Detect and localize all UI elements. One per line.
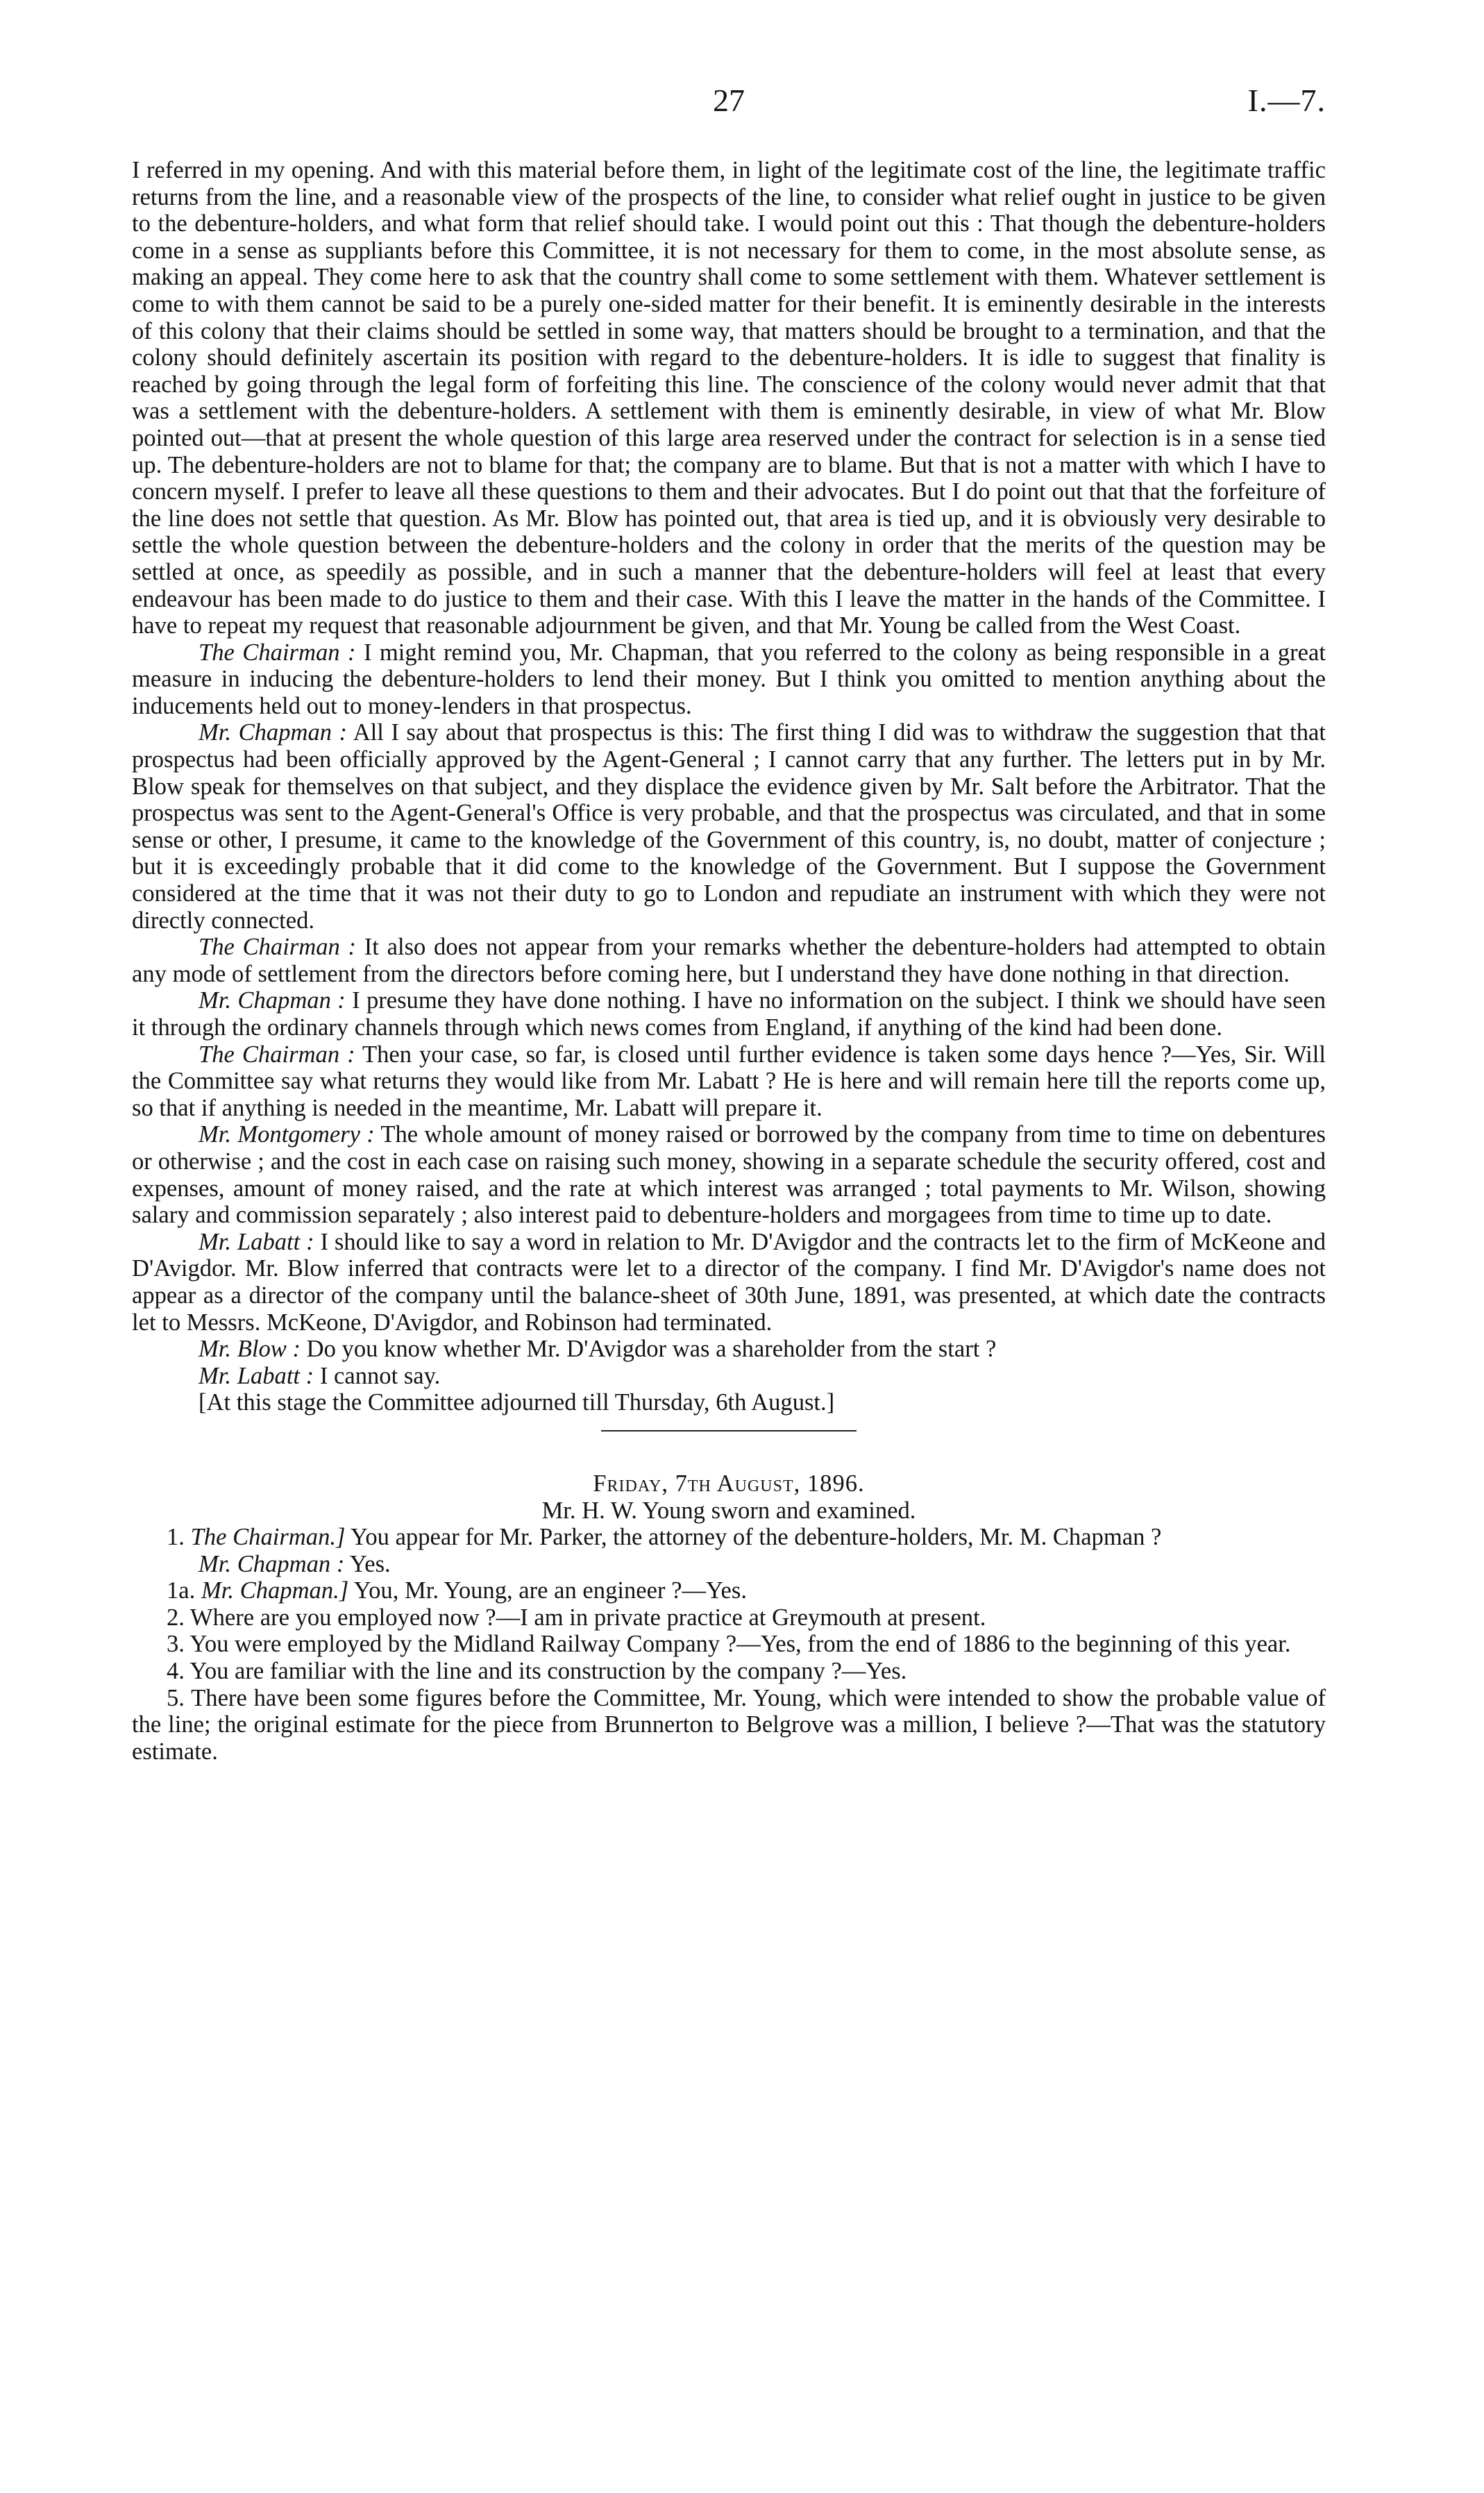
question-item: 1. The Chairman.] You appear for Mr. Parker, the attorney of the debenture-holders, Mr. M. Chapman ? — [167, 1524, 1162, 1551]
page-number: 27 — [713, 83, 745, 118]
page-header — [132, 82, 1326, 137]
speaker-name: The Chairman : — [199, 639, 356, 666]
section-divider — [601, 1430, 857, 1432]
question-item: Mr. Chapman : Yes. — [199, 1550, 391, 1577]
question-item: 3. You were employed by the Midland Railway Company ?—Yes, from the end of 1886 to the beginning of this year. — [167, 1631, 1291, 1658]
paragraph: Mr. Montgomery : The whole amount of money raised or borrowed by the company from time to time on debentures or otherwise ; and the cost in each case on raising such money, showing in a separate schedule the security offered, cost and expenses, amount of money raised, and the rate at which interest was arranged ; total payments to Mr. Wilson, showing salary and commission separately ; also interest paid to debenture-holders and morgagees from time to time up to date. — [132, 1121, 1326, 1229]
question-item: 2. Where are you employed now ?—I am in private practice at Greymouth at present. — [167, 1604, 986, 1631]
speaker-name: Mr. Chapman : — [199, 987, 346, 1014]
document-body — [132, 157, 1326, 1765]
speaker-name: Mr. Chapman : — [199, 719, 348, 746]
paragraph: The Chairman : It also does not appear from your remarks whether the debenture-holders had attempted to obtain any mode of settlement from the directors before coming here, but I understand they have done nothing in that direction. — [132, 934, 1326, 987]
question-item: 4. You are familiar with the line and its construction by the company ?—Yes. — [167, 1658, 907, 1685]
speaker-name: Mr. Labatt : — [199, 1228, 314, 1255]
paragraph: The Chairman : Then your case, so far, is closed until further evidence is taken some days hence ?—Yes, Sir. Will the Committee say what returns they would like from Mr. Labatt ? He is here and will remain here till the reports come up, so that if anything is needed in the meantime, Mr. Labatt will prepare it. — [132, 1041, 1326, 1121]
speaker-name: Mr. Chapman.] — [201, 1577, 349, 1604]
paragraph: The Chairman : I might remind you, Mr. Chapman, that you referred to the colony as being responsible in a great measure in inducing the debenture-holders to lend their money. But I think you omitted to mention anything about the inducements held out to money-lenders in that prospectus. — [132, 639, 1326, 719]
speaker-name: Mr. Montgomery : — [199, 1121, 375, 1148]
speaker-name: Mr. Chapman : — [199, 1550, 345, 1577]
session-date: Friday, 7th August, 1896. — [593, 1470, 865, 1497]
paragraph: Mr. Labatt : I cannot say. — [199, 1362, 441, 1389]
adjournment-note: [At this stage the Committee adjourned till Thursday, 6th August.] — [199, 1389, 835, 1416]
paragraph: Mr. Chapman : I presume they have done nothing. I have no information on the subject. I think we should have seen it through the ordinary channels through which news comes from England, if anything of the kind had been done. — [132, 987, 1326, 1041]
speaker-name: The Chairman.] — [190, 1524, 346, 1551]
paragraph: Mr. Labatt : I should like to say a word in relation to Mr. D'Avigdor and the contracts let to the firm of McKeone and D'Avigdor. Mr. Blow inferred that contracts were let to a director of the company. I find Mr. D'Avigdor's name does not appear as a director of the company until the balance-sheet of 30th June, 1891, was presented, at which date the contracts let to Messrs. McKeone, D'Avigdor, and Robinson had terminated. — [132, 1228, 1326, 1336]
paragraph: I referred in my opening. And with this material before them, in light of the legitimate cost of the line, the legitimate traffic returns from the line, and a reasonable view of the prospects of the line, to consider what relief ought in justice to be given to the debenture-holders, and what form that relief should take. I would point out this : That though the debenture-holders come in a sense as suppliants before this Committee, it is not necessary for them to come, in the most absolute sense, as making an appeal. They come here to ask that the country shall come to some settlement with them. Whatever settlement is come to with them cannot be said to be a purely one-sided matter for their benefit. It is eminently desirable in the interests of this colony that their claims should be settled in some way, that matters should be brought to a termination, and that the colony should definitely ascertain its position with regard to the debenture-holders. It is idle to suggest that finality is reached by going through the legal form of forfeiting this line. The conscience of the colony would never admit that that was a settlement with the debenture-holders. A settlement with them is eminently desirable, in view of what Mr. Blow pointed out—that at present the whole question of this large area reserved under the contract for selection is in a sense tied up. The debenture-holders are not to blame for that; the company are to blame. But that is not a matter with which I have to concern myself. I prefer to leave all these questions to them and their advocates. But I do point out that that the forfeiture of the line does not settle that question. As Mr. Blow has pointed out, that area is tied up, and it is obviously very desirable to settle the whole question between the debenture-holders and the colony in order that the merits of the question may be settled at once, as speedily as possible, and in such a manner that the debenture-holders will feel at least that every endeavour has been made to do justice to them and their case. With this I leave the matter in the hands of the Committee. I have to repeat my request that reasonable adjournment be given, and that Mr. Young be called from the West Coast. — [132, 157, 1326, 639]
speaker-name: The Chairman : — [199, 1041, 355, 1068]
paragraph: Mr. Blow : Do you know whether Mr. D'Avigdor was a shareholder from the start ? — [199, 1336, 997, 1363]
paper-reference: I.—7. — [1247, 83, 1326, 118]
speaker-name: The Chairman : — [199, 934, 357, 961]
paragraph: Mr. Chapman : All I say about that prospectus is this: The first thing I did was to withdraw the suggestion that that prospectus had been officially approved by the Agent-General ; I cannot carry that any further. The letters put in by Mr. Blow speak for themselves on that subject, and they displace the evidence given by Mr. Salt before the Arbitrator. That the prospectus was sent to the Agent-General's Office is very probable, and that the prospectus was circulated, and that in some sense or other, I presume, it came to the knowledge of the Government of this country, is, no doubt, matter of conjecture ; but it is exceedingly probable that it did come to the knowledge of the Government. But I suppose the Government considered at the time that it was not their duty to go to London and repudiate an instrument with which they were not directly connected. — [132, 719, 1326, 934]
witness-heading: Mr. H. W. Young sworn and examined. — [541, 1497, 916, 1524]
question-item: 5. There have been some figures before the Committee, Mr. Young, which were intended to show the probable value of the line; the original estimate for the piece from Brunnerton to Belgrove was a million, I believe ?—That was the statutory estimate. — [132, 1684, 1326, 1765]
speaker-name: Mr. Blow : — [199, 1336, 301, 1363]
question-item: 1a. Mr. Chapman.] You, Mr. Young, are an engineer ?—Yes. — [167, 1577, 747, 1604]
speaker-name: Mr. Labatt : — [199, 1362, 314, 1389]
